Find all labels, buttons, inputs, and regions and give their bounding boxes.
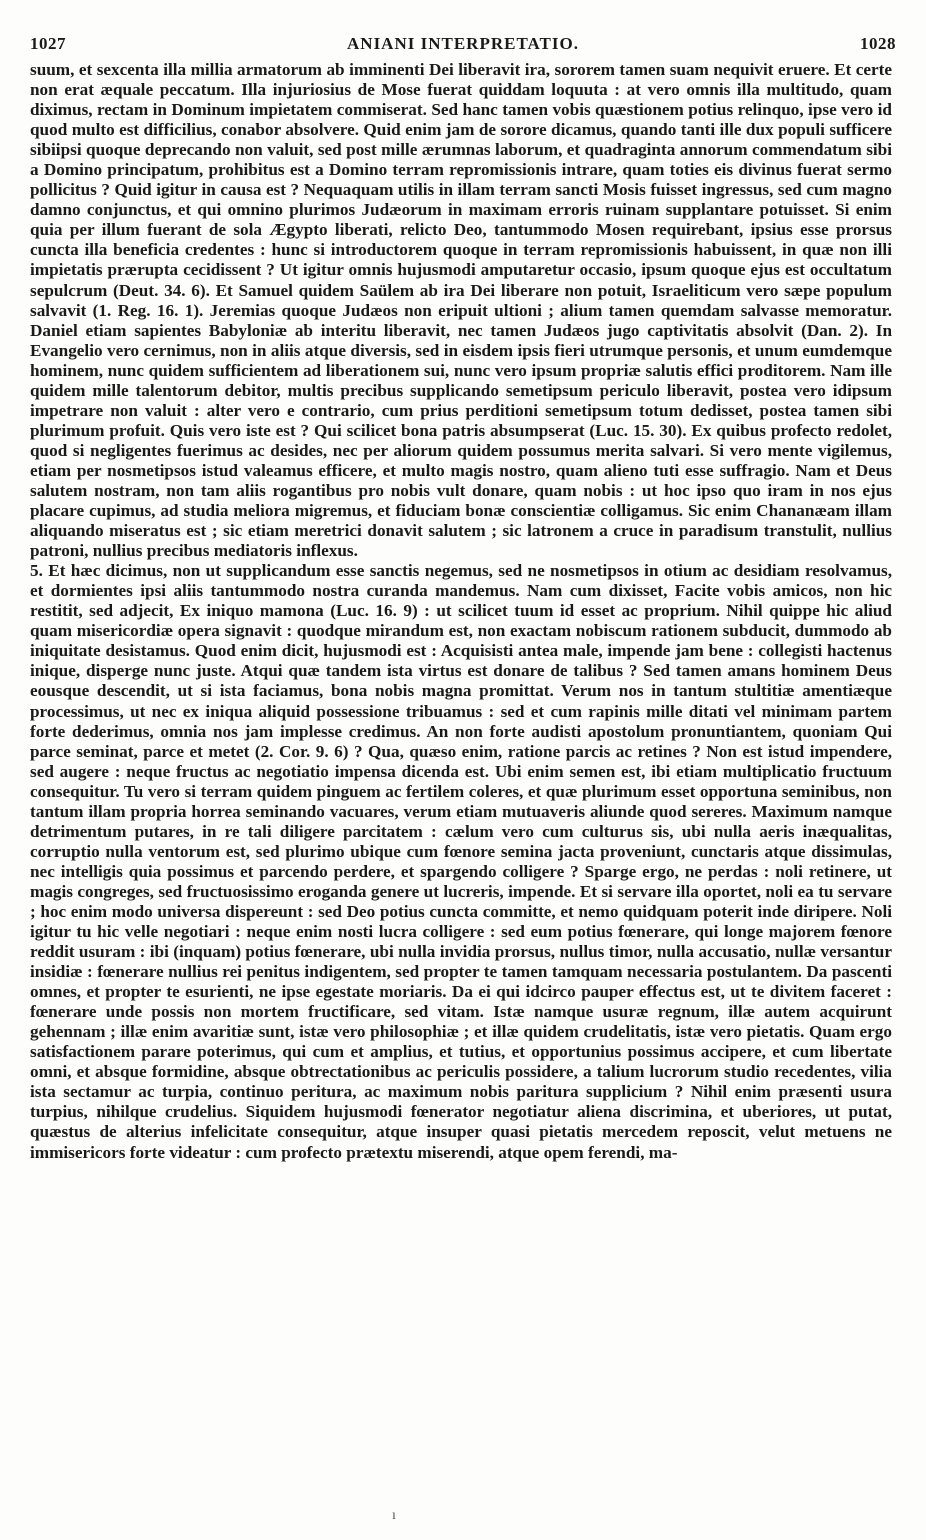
paragraph: 5. Et hæc dicimus, non ut supplicandum esse sanctis negemus, sed ne nosmetipsos in otium ac desidiam resolvamus, et dormientes ipsi aliis tantummodo nostra curanda mandemus. Nam cum dixisset, Facite vobis amicos, non hic restitit, sed adjecit, Ex iniquo mamona (Luc. 16. 9) : ut scilicet tuum id esset ac proprium. Nihil quippe hic aliud quam misericordiæ opera signavit : quodque mirandum est, non exactam nobiscum rationem subducit, dummodo ab iniquitate desistamus. Quod enim dicit, hujusmodi est : Acquisisti antea male, impende jam bene : collegisti hactenus inique, disperge nunc juste. Atqui quæ tandem ista virtus est donare de talibus ? Sed tamen amans hominem Deus eousque descendit, ut si ista faciamus, bona nobis magna promittat. Verum nos in tantum stultitiæ amentiæque processimus, ut nec ex iniqua aliquid possessione tribuamus : sed et cum rapinis mille ditati vel minimam partem forte dederimus, omnia nos jam implesse credimus. An non forte audisti apostolum pronuntiantem, quoniam Qui parce seminat, parce et metet (2. Cor. 9. 6) ? Qua, quæso enim, ratione parcis ac retines ? Non est istud impendere, sed augere : neque fructus ac negotiatio impensa dicenda est. Ubi enim semen est, ibi etiam multiplicatio fructuum consequitur. Tu vero si terram quidem pinguem ac fertilem coleres, et quæ plurimum esset opportuna seminibus, non tantum illam propria horrea seminando vacuares, verum etiam mutuaveris aliunde quod sereres. Maximum namque detrimentum putares, in re tali diligere parcitatem : cælum vero cum culturus sis, ubi nulla aeris inæqualitas, corruptio nulla ventorum est, sed plurimo ubique cum fœnore semina jacta proveniunt, cunctaris atque dissimulas, nec intelligis quia possimus et parcendo perdere, et spargendo colligere ? Sparge ergo, ne perdas : noli retinere, ut magis congreges, sed fructuosissimo eroganda genere ut lucreris, impende. Et si servare illa oportet, noli ea tu servare ; hoc enim modo universa dispereunt : sed Deo potius cuncta committe, et nemo quidquam poterit inde diripere. Noli igitur tu hic velle negotiari : neque enim nosti lucra colligere : sed eum potius fœnerare, qui longe majorem fœnore reddit usuram : ibi (inquam) potius fœnerare, ubi nulla invidia prorsus, nullus timor, nulla accusatio, nullæ versantur insidiæ : fœnerare nullius rei penitus indigentem, sed propter te tamen tamquam necessaria postulantem. Da pascenti omnes, et propter te esurienti, ne ipse egestate moriaris. Da ei qui idcirco pauper effectus est, ut te divitem faceret : fœnerare unde possis non mortem fructificare, sed vitam. Istæ namque usuræ regnum, illæ autem acquirunt gehennam ; illæ enim avaritiæ sunt, istæ vero philosophiæ ; et illæ quidem crudelitatis, istæ vero pietatis. Quam ergo satisfactionem parare poterimus, qui cum et amplius, et tutius, et opportunius possimus accipere, et cum libertate omni, et absque formidine, absque obtrectationibus ac periculis possidere, a talium lucrorum studio recedentes, vilia ista sectamur ac turpia, continuo peritura, ac maximum nobis paritura supplicium ? Nihil enim præsenti usura turpius, nihilque crudelius. Siquidem hujusmodi fœnerator negotiatur aliena discrimina, et uberiores, ut putat, quæstus de alterius infelicitate consequitur, atque insuper quasi pietatis mercedem reposcit, velut metuens ne immisericors forte videatur : cum profecto prætextu miserendi, atque opem ferendi, ma- [30, 561, 892, 1162]
body-text [30, 60, 892, 1163]
running-header [30, 34, 896, 56]
running-title: ANIANI INTERPRETATIO. [347, 34, 579, 53]
page-number-right: 1028 [860, 34, 896, 53]
page-number-left: 1027 [30, 34, 66, 53]
paragraph: suum, et sexcenta illa millia armatorum ab imminenti Dei liberavit ira, sororem tamen suam nequivit eruere. Et certe non erat æquale peccatum. Illa injuriosius de Mose fuerat quiddam loquuta : at vero omnis illa multitudo, quam diximus, rectam in Dominum impietatem commiserat. Sed hanc tamen vobis quæstionem potius relinquo, ipse vero id quod multo est difficilius, conabor absolvere. Quid enim jam de sorore dicamus, quando tanti ille dux populi sufficere sibiipsi quoque deprecando non valuit, sed post mille ærumnas laborum, et quadraginta annorum commendatum sibi a Domino principatum, prohibitus est a Domino terram repromissionis intrare, quam toties eis divinus fuerat sermo pollicitus ? Quid igitur in causa est ? Nequaquam utilis in illam terram sancti Mosis fuisset ingressus, sed cum magno damno conjunctus, et qui omnino plurimos Judæorum in maximam erroris ruinam supplantare potuisset. Si enim quia per illum fuerant de sola Ægypto liberati, relicto Deo, tantummodo Mosen requirebant, ipsius esse prorsus cuncta illa beneficia credentes : hunc si introductorem quoque in terram repromissionis habuissent, in quæ non illi impietatis prærupta cecidissent ? Ut igitur omnis hujusmodi amputaretur occasio, ipsum quoque ejus est occultatum sepulcrum (Deut. 34. 6). Et Samuel quidem Saülem ab ira Dei liberare non potuit, Israeliticum vero sæpe populum salvavit (1. Reg. 16. 1). Jeremias quoque Judæos non eripuit ultioni ; alium tamen quemdam salvasse memoratur. Daniel etiam sapientes Babyloniæ ab interitu liberavit, nec tamen Judæos jugo captivitatis absolvit (Dan. 2). In Evangelio vero cernimus, non in aliis atque diversis, sed in eisdem ipsis fieri utrumque personis, et unum eumdemque hominem, nunc quidem sufficientem ad liberationem sui, nunc vero ipsum propriæ salutis effici proditorem. Nam ille quidem mille talentorum debitor, multis precibus supplicando semetipsum periculo liberavit, postea vero idipsum impetrare non valuit : alter vero e contrario, cum prius perditioni semetipsum totum dedisset, postea tamen sibi plurimum profuit. Quis vero iste est ? Qui scilicet bona patris absumpserat (Luc. 15. 30). Ex quibus profecto redolet, quod si negligentes fuerimus ac desides, nec per aliorum quidem possumus merita salvari. Si vero mente vigilemus, etiam per nosmetipsos istud valeamus efficere, et multo magis nostro, quam alieno tuti esse suffragio. Nam et Deus salutem nostram, non tam aliis rogantibus pro nobis vult donare, quam nobis : ut hoc ipso quo iram in nos ejus placare cupimus, ad studia meliora migremus, et fiduciam bonæ conscientiæ colligamus. Sic enim Chananæam illam aliquando miseratus est ; sic etiam meretrici donavit salutem ; sic latronem a cruce in paradisum transtulit, nullius patroni, nullius precibus mediatoris inflexus. [30, 60, 892, 561]
footer-mark: ı [392, 1508, 396, 1523]
